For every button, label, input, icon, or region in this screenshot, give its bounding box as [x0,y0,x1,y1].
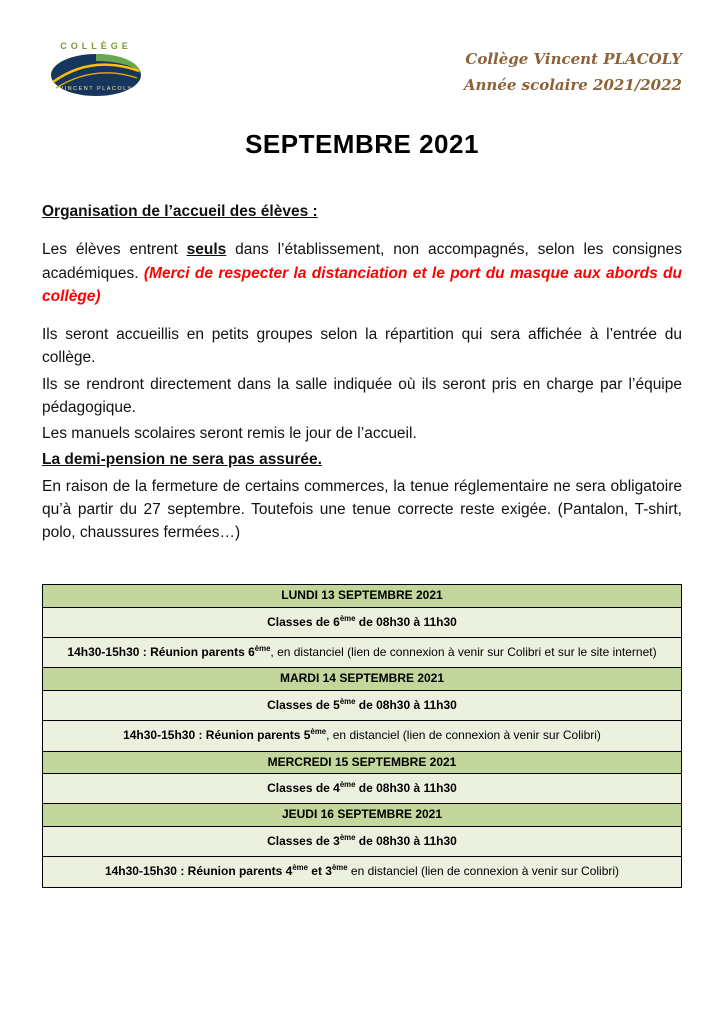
text-run: Les élèves entrent [42,241,187,259]
schedule-row-info [43,690,682,720]
paragraph-demi-pension: La demi-pension ne sera pas assurée. [42,451,322,469]
schedule-text: en distanciel (lien de connexion à venir sur Colibri) [347,864,620,879]
month-title: SEPTEMBRE 2021 [245,129,479,159]
ordinal-superscript: ème [292,863,308,873]
ordinal-superscript: ème [254,644,271,654]
school-logo-graphic [46,38,146,100]
schedule-text: LUNDI 13 SEPTEMBRE 2021 [281,588,443,603]
school-logo [46,38,146,105]
section-heading-line [42,200,682,223]
schedule-text: , en distanciel (lien de connexion à venir sur Colibri) [326,728,601,743]
body-content [42,200,682,544]
schedule-row-date [43,668,682,690]
header-text [464,38,682,99]
paragraph-demi-pension-line [42,448,682,471]
schedule-cell [43,607,682,637]
schedule-text: Classes de 3 [267,833,340,848]
schedule-cell [43,826,682,856]
paragraph-manuels: Les manuels scolaires seront remis le jour de l’accueil. [42,425,417,442]
schedule-table [42,584,682,887]
schedule-text: MARDI 14 SEPTEMBRE 2021 [279,671,445,686]
schedule-text: JEUDI 16 SEPTEMBRE 2021 [281,807,443,822]
schedule-body [43,585,682,887]
schedule-cell [43,721,682,751]
schedule-text: de 08h30 à 11h30 [355,833,457,848]
schedule-row-date [43,751,682,773]
schedule-cell [43,773,682,803]
section-heading: Organisation de l’accueil des élèves : [42,203,318,220]
schedule-text: 14h30-15h30 : Réunion parents 6 [67,645,255,660]
paragraph-tenue: En raison de la fermeture de certains commerces, la tenue réglementaire ne sera obligatoire qu’à partir du 27 septembre. Toutefois une tenue correcte reste exigée. (Pantalon, T-shirt, polo, chaussures fermées…) [42,477,682,541]
schedule-text: Classes de 6 [267,614,340,629]
schedule-cell [43,638,682,668]
schedule-row-info [43,857,682,887]
schedule-cell [43,585,682,607]
ordinal-superscript: ème [331,863,348,873]
schedule-text: 14h30-15h30 : Réunion parents 5 [123,728,311,743]
schedule-cell [43,751,682,773]
schedule-row-info [43,638,682,668]
schedule-text: Classes de 4 [267,780,340,795]
schedule-cell [43,690,682,720]
schedule-text: de 08h30 à 11h30 [355,614,457,629]
schedule-text: de 08h30 à 11h30 [355,780,457,795]
logo-name-text: VINCENT PLACOLY [59,86,133,92]
ordinal-superscript: ème [339,779,356,789]
schedule-row-info [43,826,682,856]
schedule-text: Classes de 5 [267,697,340,712]
ordinal-superscript: ème [339,832,356,842]
paragraph-entry-rules [42,238,682,308]
schedule-cell [43,857,682,887]
ordinal-superscript: ème [339,613,356,623]
logo-college-text: COLLÈGE [60,41,132,51]
ordinal-superscript: ème [310,727,327,737]
schedule-cell [43,804,682,826]
schedule-text: 14h30-15h30 : Réunion parents 4 [104,864,293,879]
schedule-row-info [43,773,682,803]
schedule-cell [43,668,682,690]
schedule-text: MERCREDI 15 SEPTEMBRE 2021 [267,754,457,769]
ordinal-superscript: ème [339,696,356,706]
paragraph-rooms: Ils se rendront directement dans la salle indiquée où ils seront pris en charge par l’équipe pédagogique. [42,375,682,416]
schedule-row-date [43,585,682,607]
school-name: Collège Vincent PLACOLY [465,50,682,68]
school-year: Année scolaire 2021/2022 [463,76,682,95]
schedule-row-date [43,804,682,826]
schedule-text: , en distanciel (lien de connexion à venir sur Colibri et sur le site internet) [270,645,657,660]
schedule-row-info [43,607,682,637]
schedule-row-info [43,721,682,751]
doc-header [42,38,682,105]
schedule-text: de 08h30 à 11h30 [355,697,457,712]
text-run: dans l’établissement, non accompagnés, selon les consignes académiques. [42,241,682,282]
paragraph-groups: Ils seront accueillis en petits groupes selon la répartition qui sera affichée à l’entrée du collège. [42,326,682,367]
text-run-emphasis: seuls [186,241,227,259]
text-run-alert: (Merci de respecter la distanciation et le port du masque aux abords du collège) [42,264,682,305]
schedule-text: et 3 [307,864,332,879]
